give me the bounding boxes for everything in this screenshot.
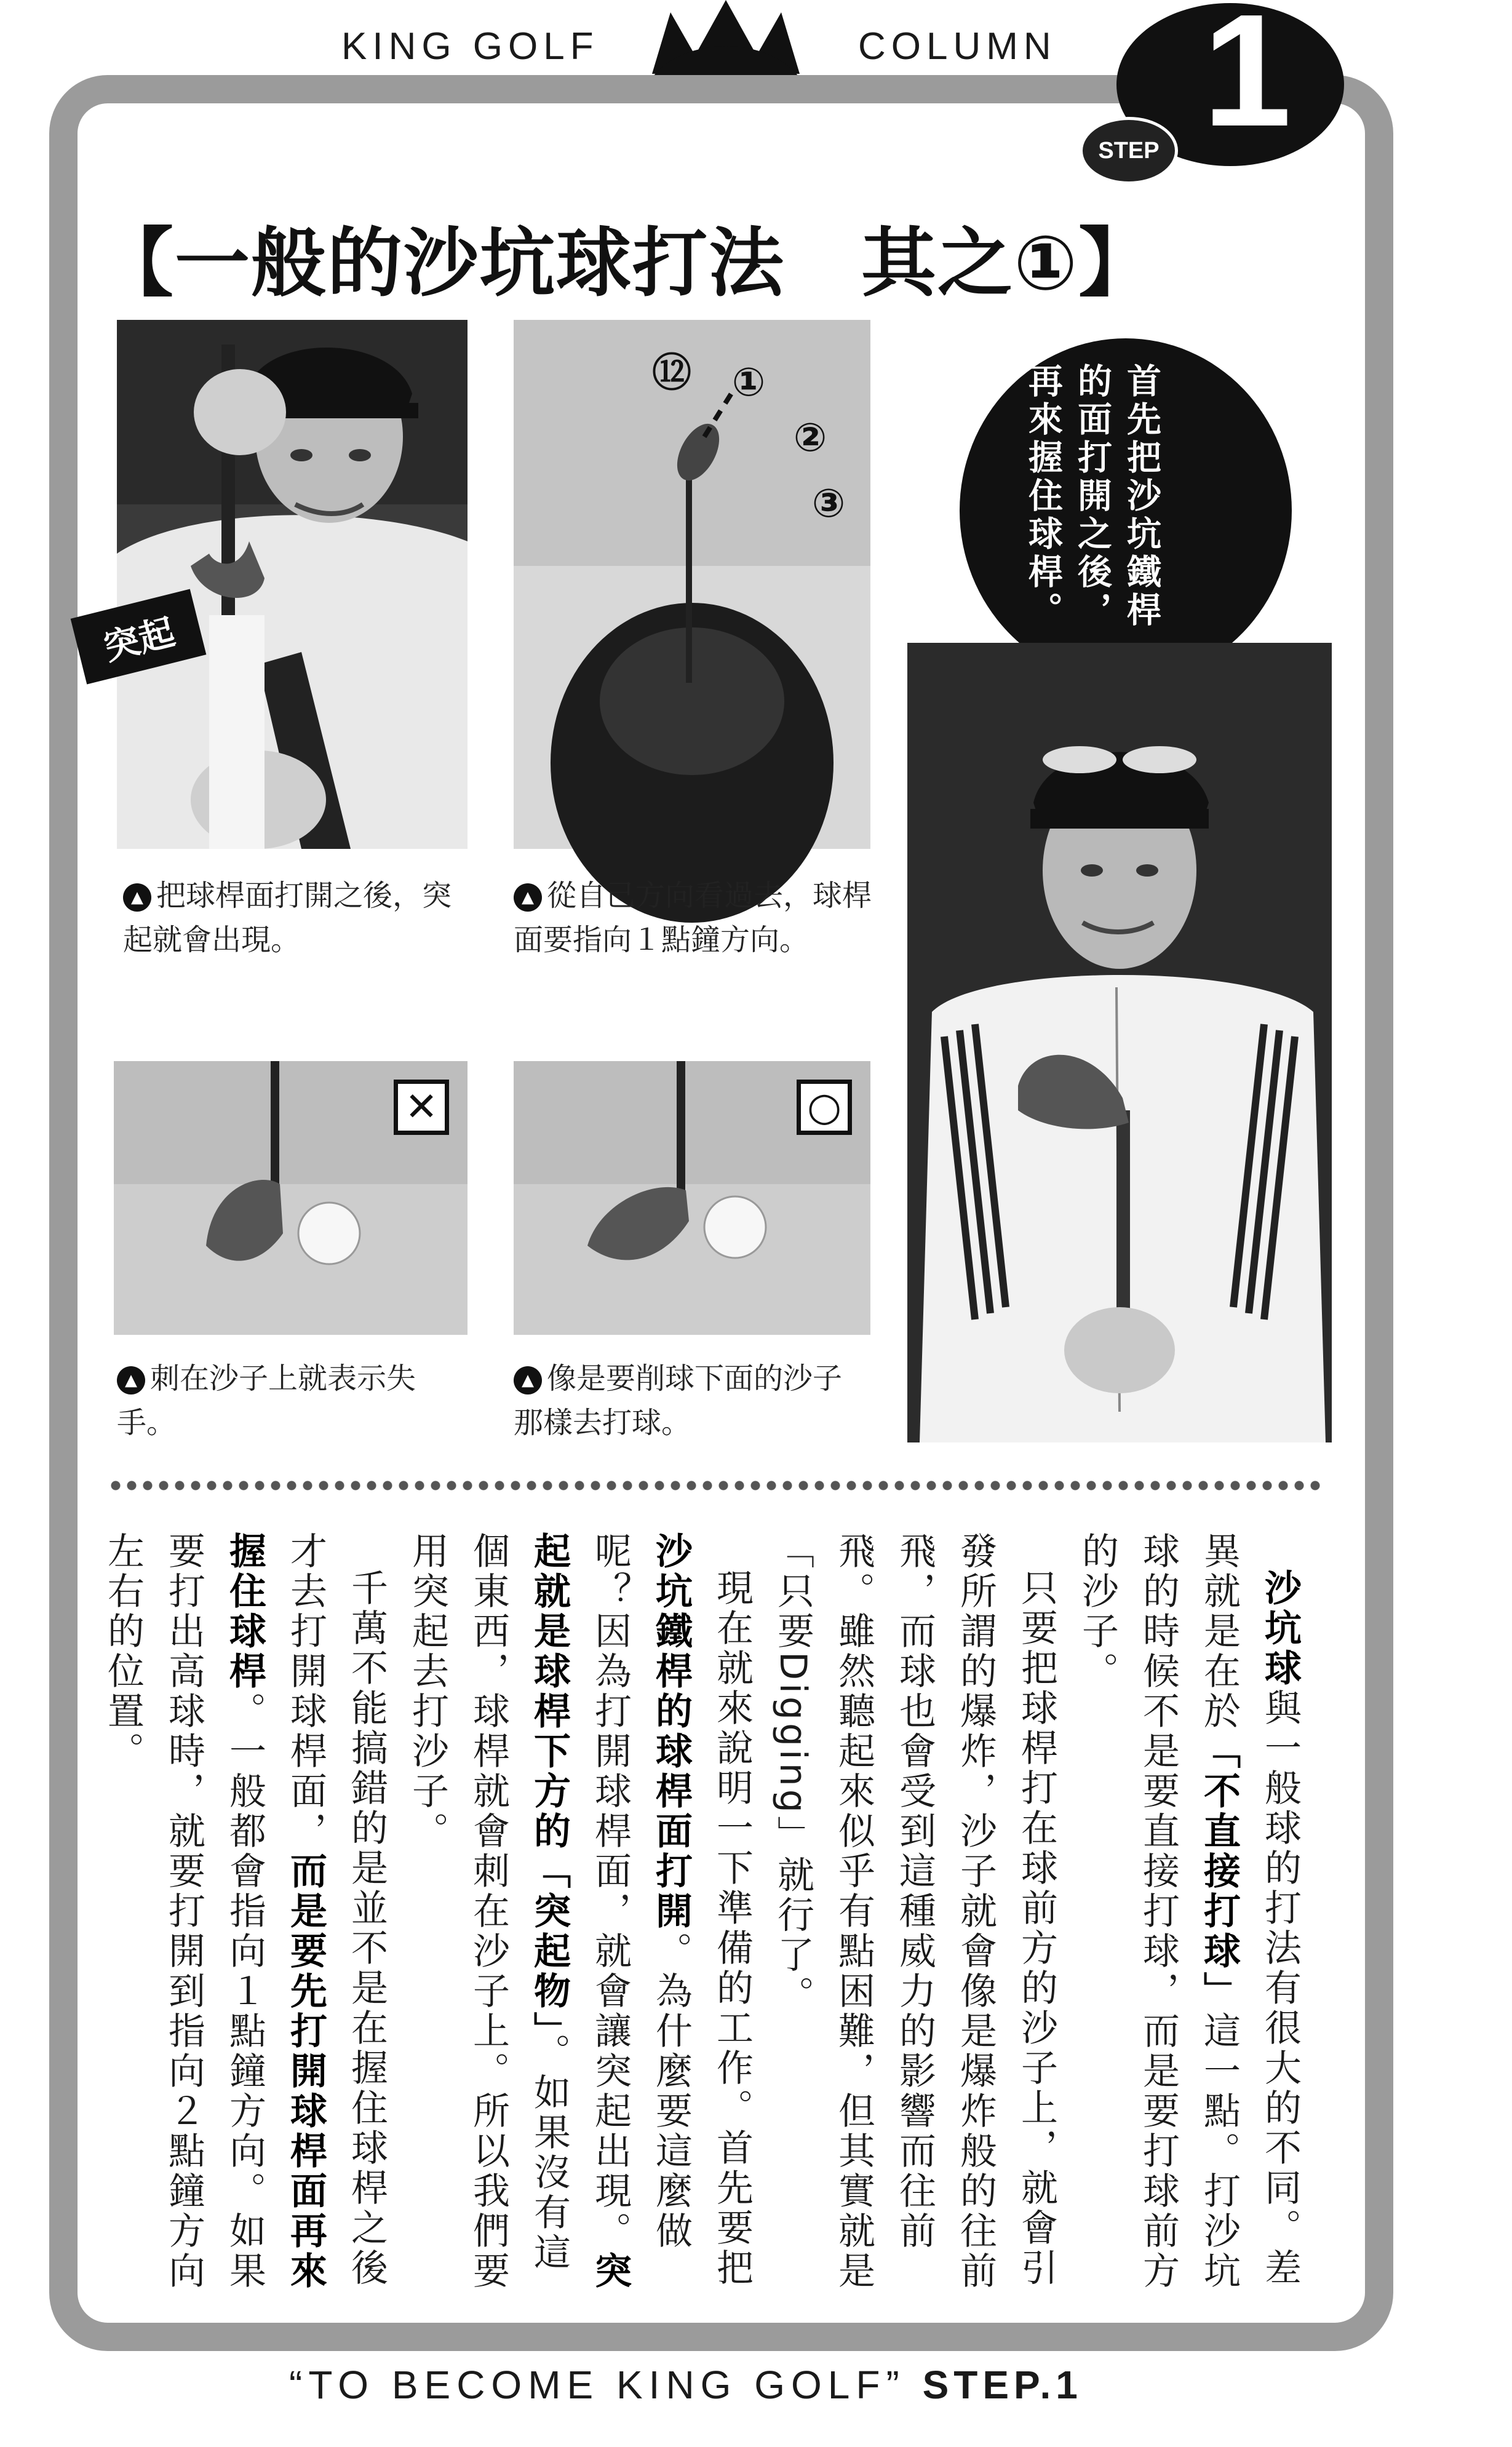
photo-club-face-open — [117, 320, 468, 849]
footer-slogan: “TO BECOME KING GOLF” — [289, 2363, 905, 2407]
speech-bubble-text: 首先把沙坑鐵桿的面打開之後，再來握住球桿。 — [1023, 363, 1161, 630]
triangle-bullet-icon: ▲ — [514, 883, 542, 912]
article-body — [101, 1532, 1310, 2301]
caption-text: 把球桿面打開之後，突起就會出現。 — [123, 878, 452, 957]
caption-club-face-open — [123, 873, 468, 962]
caption-wrong-stuck — [117, 1356, 461, 1445]
correct-mark-icon: ○ — [797, 1080, 852, 1135]
dotted-divider — [108, 1478, 1326, 1493]
photo-clock-direction — [514, 320, 870, 849]
footer-step: STEP.1 — [922, 2363, 1083, 2407]
triangle-bullet-icon: ▲ — [123, 883, 151, 912]
article-paragraph-1: 沙坑球與一般球的打法有很大的不同。差異就是在於「不直接打球」這一點。打沙坑球的時候不是要直接打球，而是要打球前方的沙子。 — [1076, 1532, 1302, 2291]
wrong-mark-icon: ✕ — [394, 1080, 449, 1135]
clock-label-1: ① — [732, 360, 766, 405]
step-badge — [1098, 0, 1344, 166]
caption-text: 像是要削球下面的沙子那樣去打球。 — [514, 1361, 843, 1440]
photo-correct-skim — [514, 1061, 870, 1335]
caption-text: 刺在沙子上就表示失手。 — [117, 1361, 416, 1440]
step-word: STEP — [1080, 117, 1178, 185]
photo-golfer-holding-wedge — [907, 643, 1332, 1442]
article-paragraph-2: 只要把球桿打在球前方的沙子上，就會引發所謂的爆炸，沙子就會像是爆炸般的往前飛，而球也會受到這種威力的影響而往前飛。雖然聽起來似乎有點困難，但其實就是「只要Digging」就行了。 — [771, 1532, 1058, 2291]
caption-correct-skim — [514, 1356, 870, 1445]
article-paragraph-4: 千萬不能搞錯的是並不是在握住球桿之後才去打開球桿面，而是要先打開球桿面再來握住球桿。一般都會指向１點鐘方向。如果要打出高球時，就要打開到指向２點鐘方向左右的位置。 — [101, 1532, 388, 2291]
header-right-text: COLUMN — [858, 25, 1057, 68]
article-paragraph-3: 現在就來說明一下準備的工作。首先要把沙坑鐵桿的球桿面打開。為什麼要這麼做呢？因為打開球桿面，就會讓突起出現。突起就是球桿下方的「突起物」。如果沒有這個東西，球桿就會刺在沙子上。所以我們要用突起去打沙子。 — [406, 1532, 754, 2291]
photo-wrong-stuck — [114, 1061, 468, 1335]
caption-clock-direction — [514, 873, 883, 962]
clock-label-2: ② — [794, 415, 827, 461]
step-number: 1 — [1203, 0, 1292, 160]
triangle-bullet-icon: ▲ — [117, 1366, 145, 1395]
page-title: 【一般的沙坑球打法 其之①】 — [98, 220, 1155, 307]
header-left-text: KING GOLF — [341, 25, 599, 68]
caption-text: 從自己方向看過去，球桿面要指向１點鐘方向。 — [514, 878, 872, 957]
triangle-bullet-icon: ▲ — [514, 1366, 542, 1395]
clock-label-3: ③ — [812, 481, 846, 527]
protrusion-sticker: 突起 — [71, 589, 207, 684]
footer — [289, 2362, 1083, 2408]
clock-label-12: ⑫ — [652, 351, 691, 396]
